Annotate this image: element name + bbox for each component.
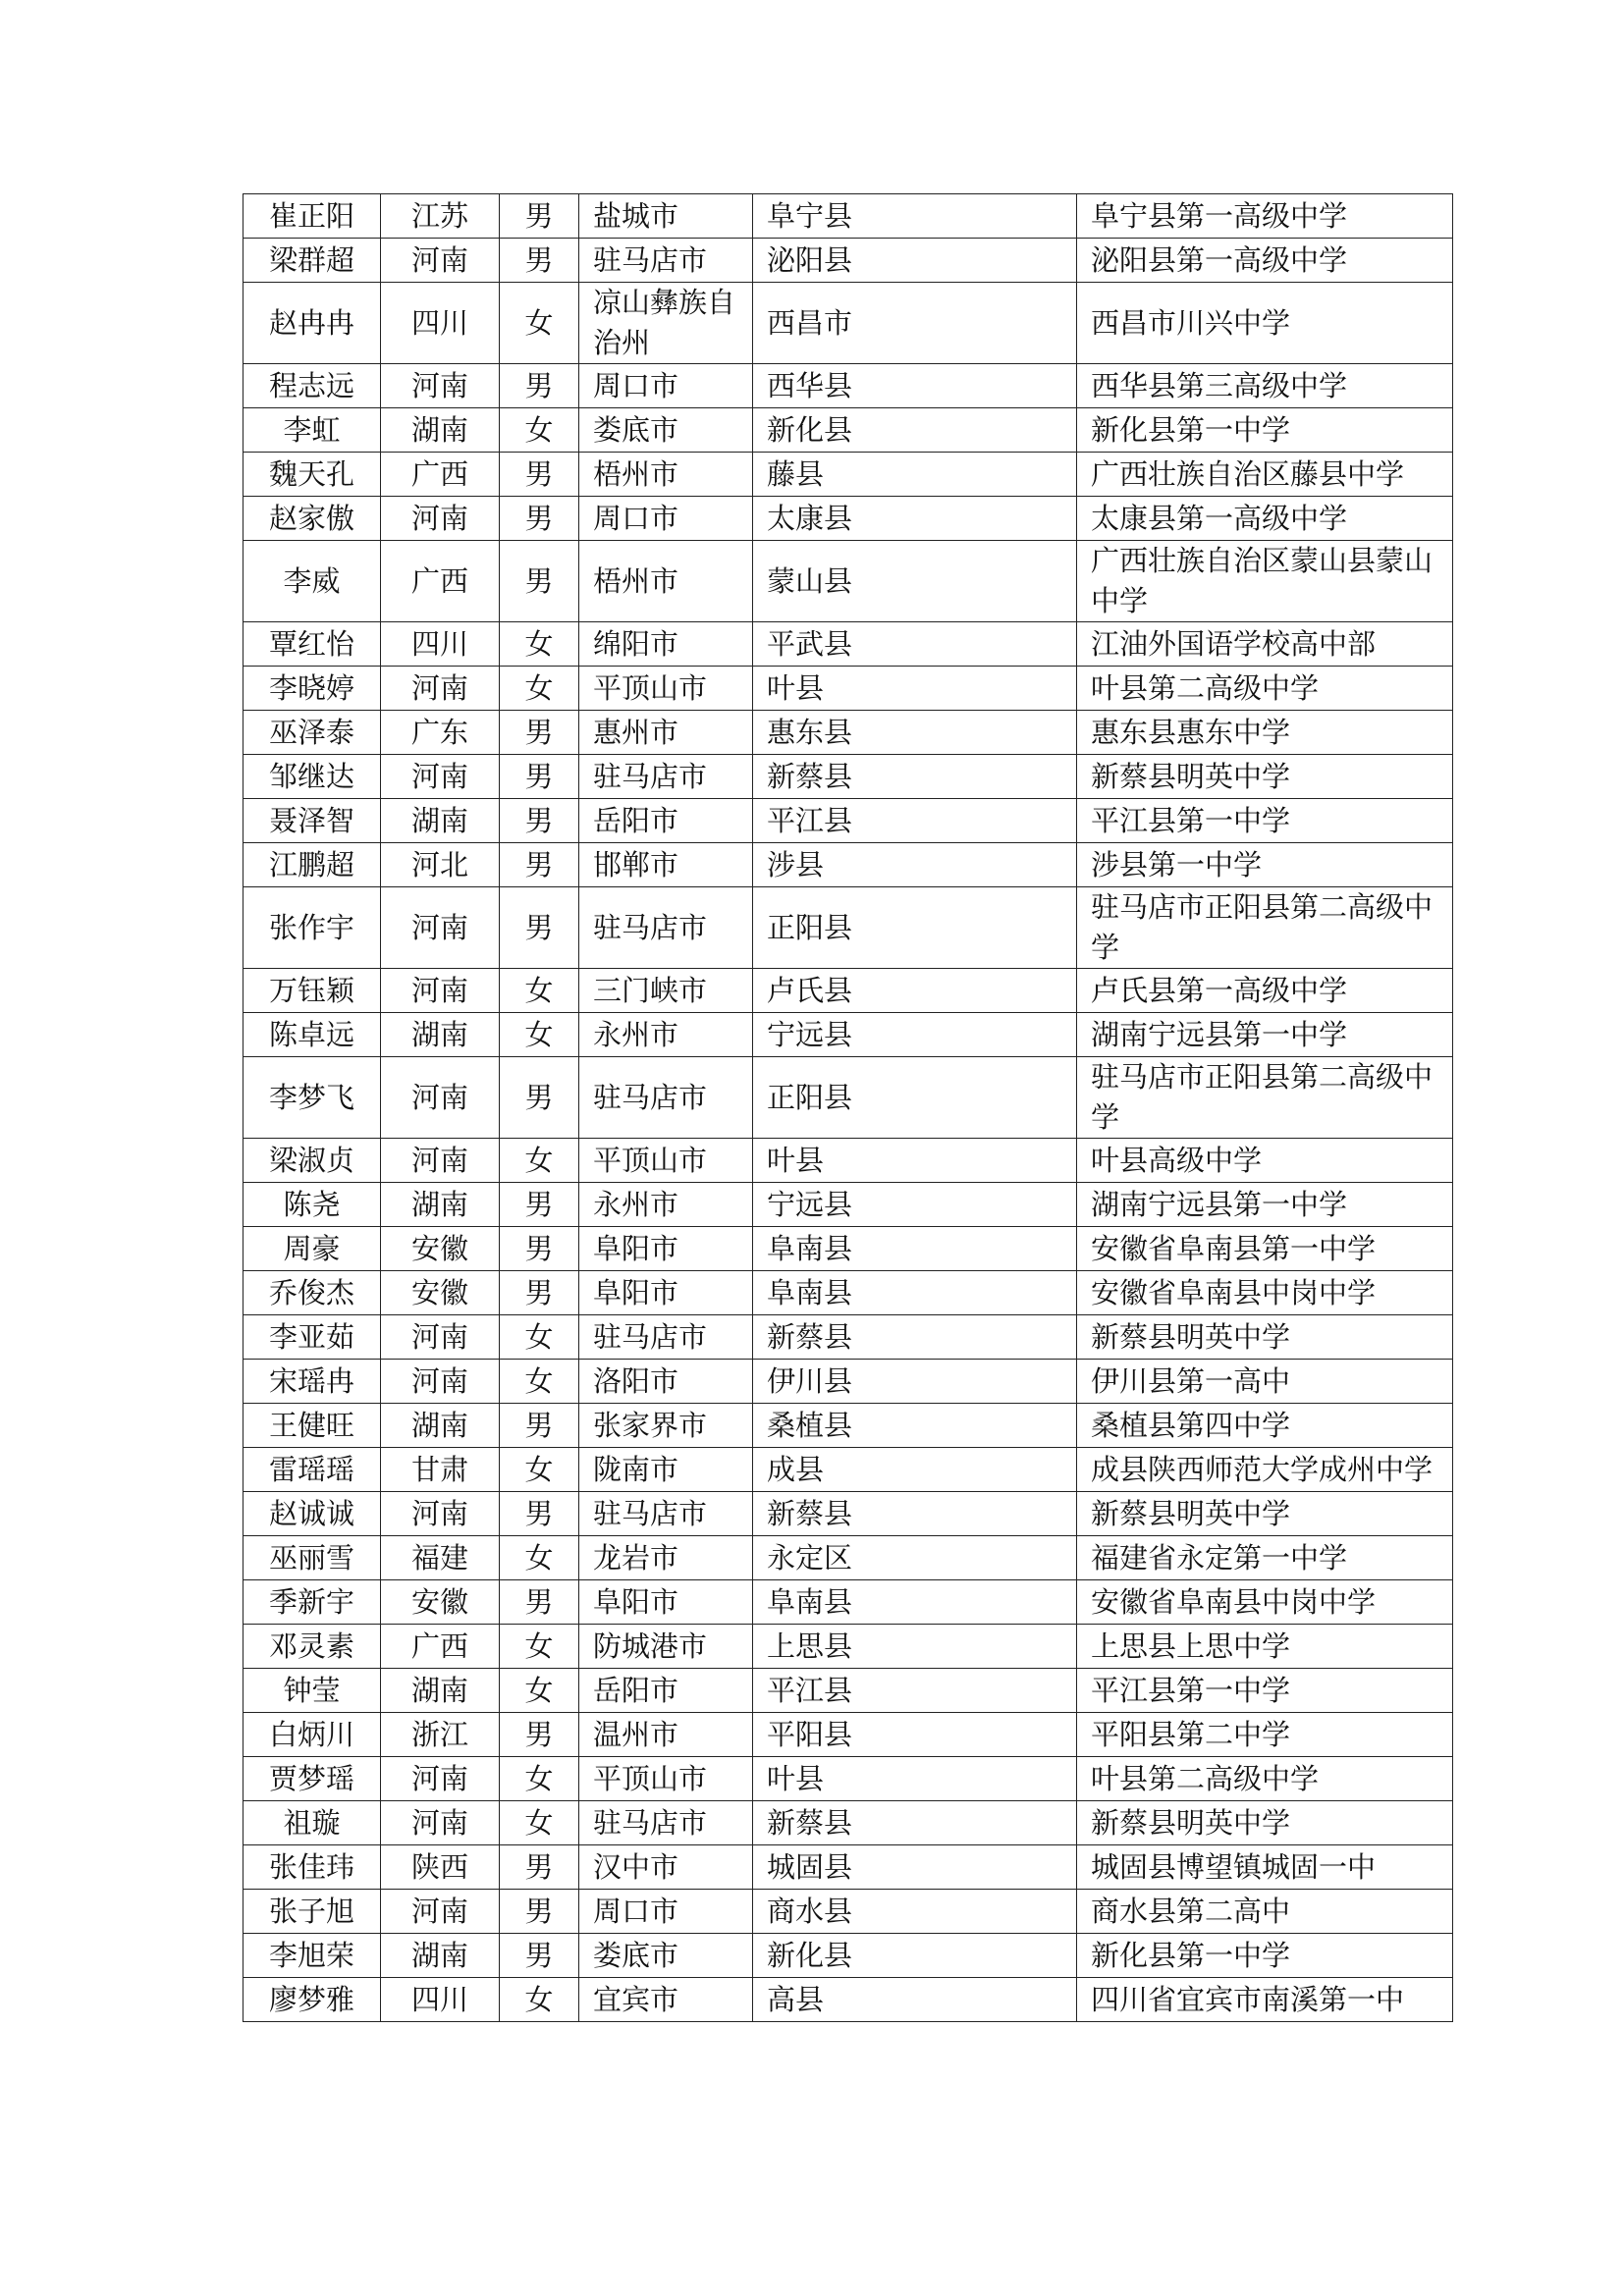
city-cell: 驻马店市 [579, 1057, 753, 1139]
school-cell: 成县陕西师范大学成州中学 [1077, 1448, 1453, 1492]
school-cell: 桑植县第四中学 [1077, 1404, 1453, 1448]
gender-cell: 男 [500, 1492, 579, 1536]
city-cell: 三门峡市 [579, 969, 753, 1013]
table-row [244, 408, 1453, 453]
gender-cell: 男 [500, 1713, 579, 1757]
city-cell: 盐城市 [579, 194, 753, 239]
city-cell: 张家界市 [579, 1404, 753, 1448]
city-cell: 阜阳市 [579, 1580, 753, 1625]
table-row [244, 239, 1453, 283]
gender-cell: 男 [500, 1845, 579, 1890]
student-name-cell: 乔俊杰 [244, 1271, 381, 1315]
province-cell: 河北 [381, 843, 500, 887]
province-cell: 河南 [381, 239, 500, 283]
province-cell: 广东 [381, 711, 500, 755]
school-cell: 广西壮族自治区蒙山县蒙山中学 [1077, 541, 1453, 622]
student-name-cell: 程志远 [244, 364, 381, 408]
city-cell: 平顶山市 [579, 1757, 753, 1801]
province-cell: 河南 [381, 667, 500, 711]
table-row [244, 1448, 1453, 1492]
student-name-cell: 梁群超 [244, 239, 381, 283]
school-cell: 湖南宁远县第一中学 [1077, 1013, 1453, 1057]
province-cell: 湖南 [381, 1013, 500, 1057]
province-cell: 甘肃 [381, 1448, 500, 1492]
table-row [244, 1183, 1453, 1227]
student-name-cell: 赵家傲 [244, 497, 381, 541]
gender-cell: 男 [500, 1890, 579, 1934]
student-name-cell: 李梦飞 [244, 1057, 381, 1139]
gender-cell: 女 [500, 1669, 579, 1713]
student-name-cell: 覃红怡 [244, 622, 381, 667]
province-cell: 湖南 [381, 1669, 500, 1713]
city-cell: 梧州市 [579, 541, 753, 622]
county-cell: 新蔡县 [753, 1801, 1077, 1845]
gender-cell: 男 [500, 1183, 579, 1227]
county-cell: 宁远县 [753, 1183, 1077, 1227]
county-cell: 正阳县 [753, 1057, 1077, 1139]
school-cell: 西昌市川兴中学 [1077, 283, 1453, 364]
gender-cell: 男 [500, 497, 579, 541]
county-cell: 宁远县 [753, 1013, 1077, 1057]
city-cell: 娄底市 [579, 408, 753, 453]
table-row [244, 364, 1453, 408]
school-cell: 上思县上思中学 [1077, 1625, 1453, 1669]
county-cell: 城固县 [753, 1845, 1077, 1890]
city-cell: 洛阳市 [579, 1360, 753, 1404]
county-cell: 上思县 [753, 1625, 1077, 1669]
school-cell: 卢氏县第一高级中学 [1077, 969, 1453, 1013]
city-cell: 驻马店市 [579, 887, 753, 969]
school-cell: 平阳县第二中学 [1077, 1713, 1453, 1757]
gender-cell: 女 [500, 1315, 579, 1360]
table-row [244, 1057, 1453, 1139]
table-row [244, 1139, 1453, 1183]
province-cell: 河南 [381, 969, 500, 1013]
county-cell: 西华县 [753, 364, 1077, 408]
table-row [244, 497, 1453, 541]
student-name-cell: 巫泽泰 [244, 711, 381, 755]
province-cell: 广西 [381, 1625, 500, 1669]
gender-cell: 女 [500, 969, 579, 1013]
city-cell: 阜阳市 [579, 1227, 753, 1271]
province-cell: 河南 [381, 1139, 500, 1183]
city-cell: 梧州市 [579, 453, 753, 497]
student-name-cell: 巫丽雪 [244, 1536, 381, 1580]
table-row [244, 1890, 1453, 1934]
county-cell: 新蔡县 [753, 1492, 1077, 1536]
table-row [244, 887, 1453, 969]
province-cell: 浙江 [381, 1713, 500, 1757]
county-cell: 涉县 [753, 843, 1077, 887]
table-row [244, 1404, 1453, 1448]
school-cell: 惠东县惠东中学 [1077, 711, 1453, 755]
county-cell: 新化县 [753, 408, 1077, 453]
province-cell: 广西 [381, 541, 500, 622]
table-row [244, 622, 1453, 667]
student-name-cell: 赵诚诚 [244, 1492, 381, 1536]
gender-cell: 男 [500, 453, 579, 497]
county-cell: 阜南县 [753, 1227, 1077, 1271]
gender-cell: 女 [500, 1448, 579, 1492]
table-row [244, 1580, 1453, 1625]
county-cell: 惠东县 [753, 711, 1077, 755]
gender-cell: 女 [500, 1139, 579, 1183]
county-cell: 新蔡县 [753, 1315, 1077, 1360]
city-cell: 惠州市 [579, 711, 753, 755]
province-cell: 河南 [381, 1315, 500, 1360]
table-row [244, 755, 1453, 799]
student-name-cell: 赵冉冉 [244, 283, 381, 364]
city-cell: 温州市 [579, 1713, 753, 1757]
gender-cell: 男 [500, 843, 579, 887]
school-cell: 安徽省阜南县中岗中学 [1077, 1580, 1453, 1625]
province-cell: 安徽 [381, 1271, 500, 1315]
school-cell: 商水县第二高中 [1077, 1890, 1453, 1934]
school-cell: 伊川县第一高中 [1077, 1360, 1453, 1404]
province-cell: 福建 [381, 1536, 500, 1580]
province-cell: 安徽 [381, 1580, 500, 1625]
student-name-cell: 祖璇 [244, 1801, 381, 1845]
table-row [244, 1978, 1453, 2022]
province-cell: 四川 [381, 1978, 500, 2022]
province-cell: 湖南 [381, 1183, 500, 1227]
city-cell: 驻马店市 [579, 755, 753, 799]
county-cell: 永定区 [753, 1536, 1077, 1580]
student-name-cell: 聂泽智 [244, 799, 381, 843]
province-cell: 四川 [381, 283, 500, 364]
student-name-cell: 江鹏超 [244, 843, 381, 887]
county-cell: 蒙山县 [753, 541, 1077, 622]
province-cell: 江苏 [381, 194, 500, 239]
gender-cell: 女 [500, 667, 579, 711]
gender-cell: 男 [500, 755, 579, 799]
county-cell: 商水县 [753, 1890, 1077, 1934]
province-cell: 湖南 [381, 799, 500, 843]
student-name-cell: 李威 [244, 541, 381, 622]
city-cell: 宜宾市 [579, 1978, 753, 2022]
city-cell: 陇南市 [579, 1448, 753, 1492]
city-cell: 汉中市 [579, 1845, 753, 1890]
province-cell: 湖南 [381, 1404, 500, 1448]
table-row [244, 1360, 1453, 1404]
county-cell: 泌阳县 [753, 239, 1077, 283]
student-name-cell: 廖梦雅 [244, 1978, 381, 2022]
student-name-cell: 张作宇 [244, 887, 381, 969]
student-name-cell: 陈尧 [244, 1183, 381, 1227]
city-cell: 平顶山市 [579, 667, 753, 711]
province-cell: 河南 [381, 1360, 500, 1404]
province-cell: 河南 [381, 887, 500, 969]
gender-cell: 男 [500, 1271, 579, 1315]
county-cell: 新蔡县 [753, 755, 1077, 799]
school-cell: 新蔡县明英中学 [1077, 1492, 1453, 1536]
city-cell: 驻马店市 [579, 1315, 753, 1360]
school-cell: 新蔡县明英中学 [1077, 1315, 1453, 1360]
gender-cell: 女 [500, 1536, 579, 1580]
city-cell: 平顶山市 [579, 1139, 753, 1183]
province-cell: 陕西 [381, 1845, 500, 1890]
school-cell: 驻马店市正阳县第二高级中学 [1077, 1057, 1453, 1139]
gender-cell: 男 [500, 1580, 579, 1625]
province-cell: 湖南 [381, 1934, 500, 1978]
city-cell: 周口市 [579, 497, 753, 541]
county-cell: 叶县 [753, 667, 1077, 711]
student-name-cell: 张子旭 [244, 1890, 381, 1934]
table-row [244, 1934, 1453, 1978]
city-cell: 驻马店市 [579, 239, 753, 283]
student-name-cell: 张佳玮 [244, 1845, 381, 1890]
gender-cell: 女 [500, 1757, 579, 1801]
table-row [244, 453, 1453, 497]
city-cell: 岳阳市 [579, 1669, 753, 1713]
student-name-cell: 钟莹 [244, 1669, 381, 1713]
gender-cell: 女 [500, 1013, 579, 1057]
gender-cell: 女 [500, 1625, 579, 1669]
school-cell: 叶县第二高级中学 [1077, 1757, 1453, 1801]
student-name-cell: 白炳川 [244, 1713, 381, 1757]
table-row [244, 283, 1453, 364]
gender-cell: 男 [500, 239, 579, 283]
county-cell: 叶县 [753, 1757, 1077, 1801]
school-cell: 驻马店市正阳县第二高级中学 [1077, 887, 1453, 969]
city-cell: 龙岩市 [579, 1536, 753, 1580]
school-cell: 安徽省阜南县第一中学 [1077, 1227, 1453, 1271]
table-row [244, 1492, 1453, 1536]
school-cell: 新化县第一中学 [1077, 1934, 1453, 1978]
province-cell: 河南 [381, 1057, 500, 1139]
student-name-cell: 雷瑶瑶 [244, 1448, 381, 1492]
city-cell: 娄底市 [579, 1934, 753, 1978]
student-name-cell: 宋瑶冉 [244, 1360, 381, 1404]
city-cell: 周口市 [579, 1890, 753, 1934]
gender-cell: 男 [500, 887, 579, 969]
gender-cell: 男 [500, 711, 579, 755]
county-cell: 平江县 [753, 1669, 1077, 1713]
city-cell: 防城港市 [579, 1625, 753, 1669]
city-cell: 绵阳市 [579, 622, 753, 667]
student-name-cell: 王健旺 [244, 1404, 381, 1448]
province-cell: 河南 [381, 1890, 500, 1934]
school-cell: 西华县第三高级中学 [1077, 364, 1453, 408]
table-row [244, 1271, 1453, 1315]
student-name-cell: 李亚茹 [244, 1315, 381, 1360]
table-row [244, 969, 1453, 1013]
city-cell: 驻马店市 [579, 1492, 753, 1536]
province-cell: 广西 [381, 453, 500, 497]
city-cell: 岳阳市 [579, 799, 753, 843]
school-cell: 福建省永定第一中学 [1077, 1536, 1453, 1580]
table-row [244, 1625, 1453, 1669]
student-name-cell: 贾梦瑶 [244, 1757, 381, 1801]
province-cell: 河南 [381, 1801, 500, 1845]
gender-cell: 女 [500, 1978, 579, 2022]
gender-cell: 男 [500, 1227, 579, 1271]
school-cell: 新化县第一中学 [1077, 408, 1453, 453]
school-cell: 叶县第二高级中学 [1077, 667, 1453, 711]
county-cell: 阜宁县 [753, 194, 1077, 239]
county-cell: 伊川县 [753, 1360, 1077, 1404]
school-cell: 新蔡县明英中学 [1077, 755, 1453, 799]
county-cell: 平武县 [753, 622, 1077, 667]
school-cell: 新蔡县明英中学 [1077, 1801, 1453, 1845]
student-name-cell: 李旭荣 [244, 1934, 381, 1978]
school-cell: 平江县第一中学 [1077, 799, 1453, 843]
student-name-cell: 邹继达 [244, 755, 381, 799]
county-cell: 平阳县 [753, 1713, 1077, 1757]
school-cell: 平江县第一中学 [1077, 1669, 1453, 1713]
school-cell: 太康县第一高级中学 [1077, 497, 1453, 541]
province-cell: 安徽 [381, 1227, 500, 1271]
table-row [244, 843, 1453, 887]
school-cell: 涉县第一中学 [1077, 843, 1453, 887]
table-row [244, 1757, 1453, 1801]
gender-cell: 女 [500, 408, 579, 453]
province-cell: 河南 [381, 1757, 500, 1801]
student-name-cell: 崔正阳 [244, 194, 381, 239]
school-cell: 四川省宜宾市南溪第一中 [1077, 1978, 1453, 2022]
table-row [244, 1536, 1453, 1580]
gender-cell: 女 [500, 1360, 579, 1404]
student-name-cell: 周豪 [244, 1227, 381, 1271]
province-cell: 河南 [381, 1492, 500, 1536]
gender-cell: 男 [500, 1404, 579, 1448]
school-cell: 江油外国语学校高中部 [1077, 622, 1453, 667]
school-cell: 叶县高级中学 [1077, 1139, 1453, 1183]
table-row [244, 1845, 1453, 1890]
school-cell: 城固县博望镇城固一中 [1077, 1845, 1453, 1890]
table-row [244, 1315, 1453, 1360]
county-cell: 新化县 [753, 1934, 1077, 1978]
county-cell: 藤县 [753, 453, 1077, 497]
province-cell: 河南 [381, 755, 500, 799]
county-cell: 阜南县 [753, 1580, 1077, 1625]
gender-cell: 女 [500, 622, 579, 667]
city-cell: 凉山彝族自治州 [579, 283, 753, 364]
student-name-cell: 邓灵素 [244, 1625, 381, 1669]
gender-cell: 男 [500, 364, 579, 408]
table-row [244, 194, 1453, 239]
city-cell: 周口市 [579, 364, 753, 408]
county-cell: 叶县 [753, 1139, 1077, 1183]
table-row [244, 711, 1453, 755]
county-cell: 西昌市 [753, 283, 1077, 364]
county-cell: 桑植县 [753, 1404, 1077, 1448]
city-cell: 阜阳市 [579, 1271, 753, 1315]
table-row [244, 1801, 1453, 1845]
school-cell: 广西壮族自治区藤县中学 [1077, 453, 1453, 497]
student-name-cell: 季新宇 [244, 1580, 381, 1625]
gender-cell: 女 [500, 283, 579, 364]
table-row [244, 541, 1453, 622]
student-name-cell: 魏天孔 [244, 453, 381, 497]
city-cell: 驻马店市 [579, 1801, 753, 1845]
student-name-cell: 梁淑贞 [244, 1139, 381, 1183]
city-cell: 邯郸市 [579, 843, 753, 887]
school-cell: 泌阳县第一高级中学 [1077, 239, 1453, 283]
table-row [244, 1669, 1453, 1713]
city-cell: 永州市 [579, 1183, 753, 1227]
table-row [244, 1013, 1453, 1057]
city-cell: 永州市 [579, 1013, 753, 1057]
school-cell: 阜宁县第一高级中学 [1077, 194, 1453, 239]
gender-cell: 男 [500, 194, 579, 239]
county-cell: 平江县 [753, 799, 1077, 843]
student-name-cell: 李晓婷 [244, 667, 381, 711]
gender-cell: 男 [500, 541, 579, 622]
county-cell: 阜南县 [753, 1271, 1077, 1315]
county-cell: 卢氏县 [753, 969, 1077, 1013]
gender-cell: 女 [500, 1801, 579, 1845]
county-cell: 高县 [753, 1978, 1077, 2022]
roster-body [244, 194, 1453, 2022]
province-cell: 河南 [381, 364, 500, 408]
gender-cell: 男 [500, 1057, 579, 1139]
county-cell: 成县 [753, 1448, 1077, 1492]
table-row [244, 667, 1453, 711]
table-row [244, 799, 1453, 843]
province-cell: 湖南 [381, 408, 500, 453]
province-cell: 四川 [381, 622, 500, 667]
student-roster-table [243, 193, 1453, 2022]
gender-cell: 男 [500, 1934, 579, 1978]
student-name-cell: 李虹 [244, 408, 381, 453]
table-row [244, 1713, 1453, 1757]
province-cell: 河南 [381, 497, 500, 541]
school-cell: 安徽省阜南县中岗中学 [1077, 1271, 1453, 1315]
student-name-cell: 万钰颖 [244, 969, 381, 1013]
student-name-cell: 陈卓远 [244, 1013, 381, 1057]
county-cell: 正阳县 [753, 887, 1077, 969]
county-cell: 太康县 [753, 497, 1077, 541]
gender-cell: 男 [500, 799, 579, 843]
table-row [244, 1227, 1453, 1271]
school-cell: 湖南宁远县第一中学 [1077, 1183, 1453, 1227]
